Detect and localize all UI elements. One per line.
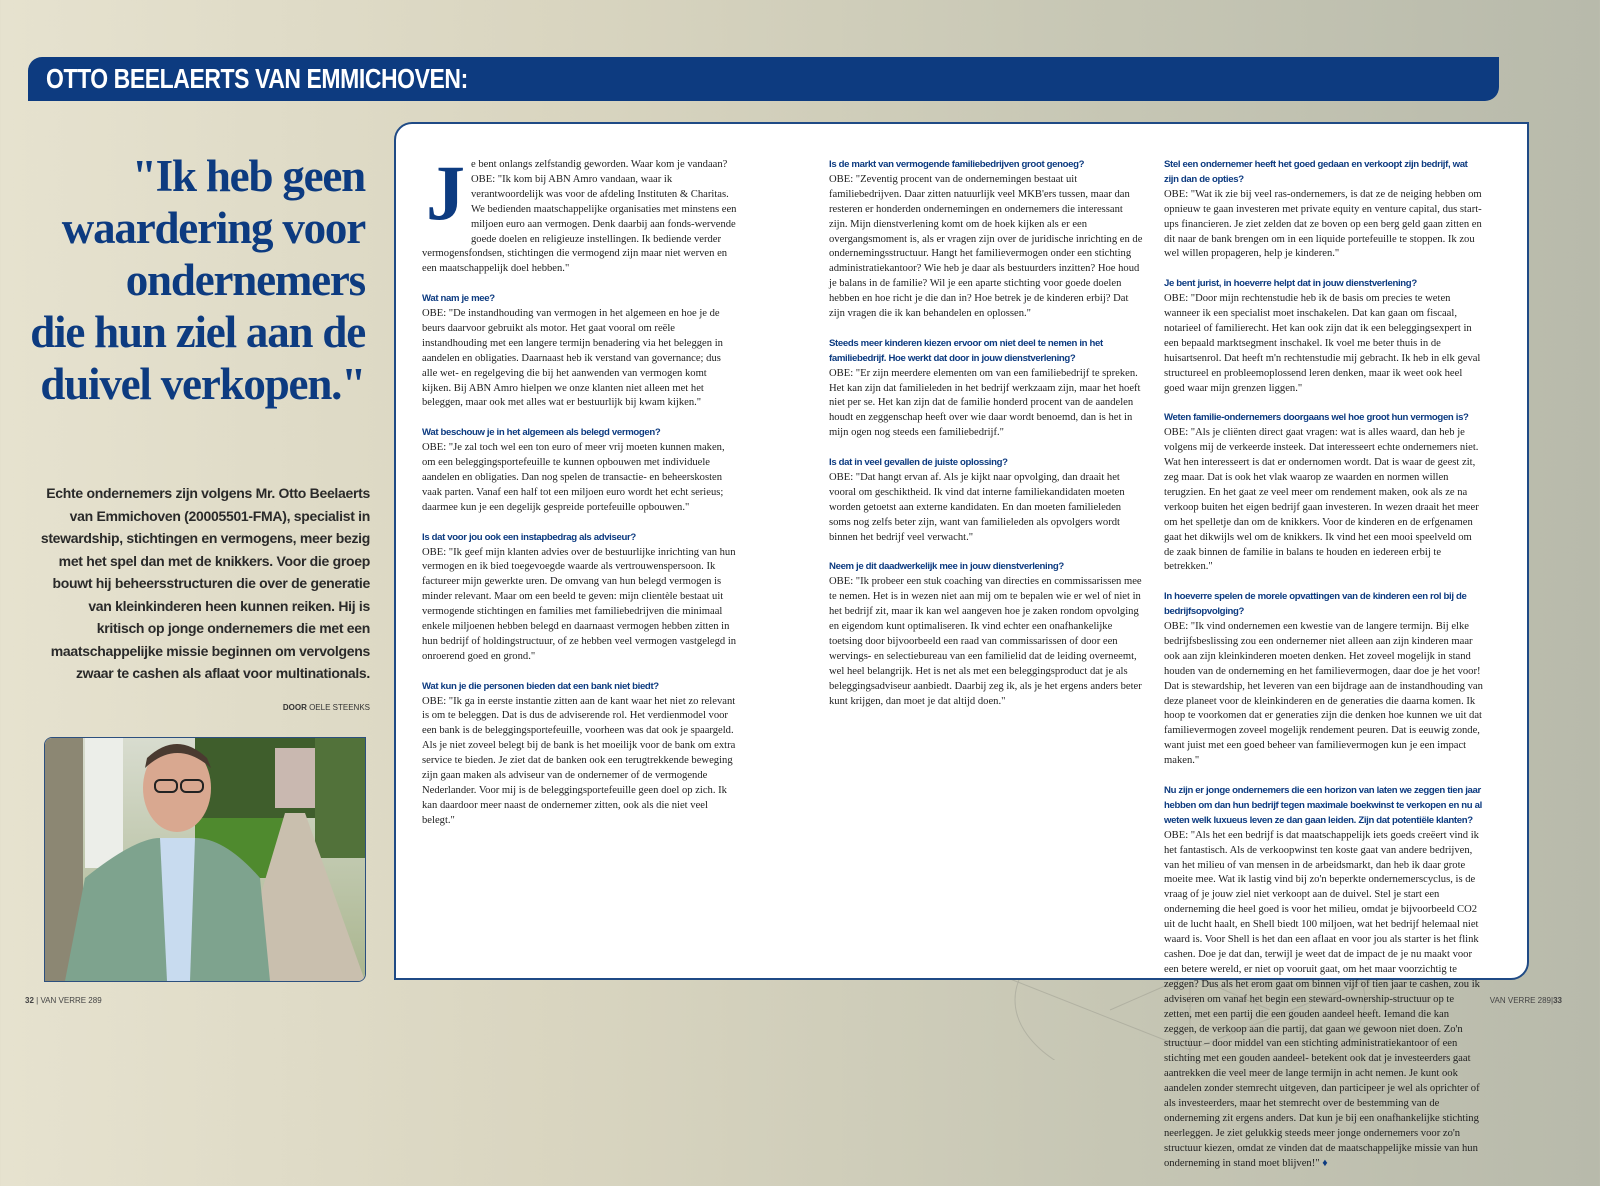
qa-block	[829, 560, 1144, 709]
page-number-left: 32	[25, 996, 34, 1005]
pull-quote-line: die hun ziel aan de	[30, 307, 365, 357]
answer-text: OBE: "Er zijn meerdere elementen om van een familiebedrijf te spreken. Het kan zijn dat familieleden in het bedrijf werkzaam zijn, maar het hoeft niet per se. Het kan zijn dat de familie honderd procent van de aandelen houdt en zeggenschap heeft over wie daar wordt benoemd, dan is het in mijn ogen nog steeds een familiebedrijf."	[829, 367, 1141, 439]
question-heading: Is de markt van vermogende familiebedrijven groot genoeg?	[829, 159, 1085, 170]
answer-text: OBE: "Door mijn rechtenstudie heb ik de basis om precies te weten wanneer ik een specialist moet inschakelen. Dat kan gaan om fiscaal, notarieel of familierecht. Het kan ook zijn dat ik een beleggingsexpert in een bepaald marktsegment inschakel. Ik voel me beter thuis in de huisartsenrol. Dat heeft m'n rechtenstudie mij gebracht. Ik heb in elk geval structureel en probleemoplossend leren denken, maar ik weet ook heel goed waar mijn grenzen liggen."	[1164, 293, 1481, 394]
byline-author: OELE STEENKS	[309, 703, 370, 712]
page-number-right: 33	[1553, 996, 1562, 1005]
answer-text: OBE: "Zeventig procent van de ondernemingen bestaat uit familiebedrijven. Daar zitten natuurlijk veel MKB'ers tussen, maar dan resteren er honderden ondernemingen en ondernemers die interessant zijn. Mijn dienstverlening komt om de hoek kijken als er een overgangsmoment is, als er vragen zijn over de juridische inrichting en de ondernemingsstructuur. Hangt het familievermogen onder een stichting administratiekantoor? Wie heb je daar als bestuurders inzitten? Hoe houd je balans in de familie? Wil je een aparte stichting voor goede doelen hebben en hoe richt je die dan in? Hoe betrek je de kinderen erbij? Dat zijn vragen die ik kan behandelen en oplossen."	[829, 173, 1143, 320]
folio-right	[1490, 996, 1562, 1005]
pull-quote-line: ondernemers	[125, 255, 365, 305]
article-opening	[422, 149, 737, 277]
intro-paragraph: Echte ondernemers zijn volgens Mr. Otto Beelaerts van Emmichoven (20005501-FMA), specialist in stewardship, stichtingen en vermogens, meer bezig met het spel dan met de knikkers. Voor die groep bouwt hij beheersstructuren die over de generatie van kleinkinderen heen kunnen reiken. Hij is kritisch op jonge ondernemers die met een maatschappelijke missie beginnen om vervolgens zwaar te cashen als aflaat voor multinationals.	[40, 485, 370, 681]
answer-text: OBE: "De instandhouding van vermogen in het algemeen en hoe je de beurs daarvoor gebruikt als motor. Het gaat vooral om reële instandhouding met een langere termijn benadering via het beleggen in aandelen en obligaties. Daarnaast heb ik verstand van governance; dus alle wet- en regelgeving die bij het aanwenden van vermogen komt kijken. Bij ABN Amro hielpen we onze klanten niet alleen met het beleggen, maar ook met alles wat er bestuurlijk bij kwam kijken."	[422, 308, 723, 409]
magazine-name-right: VAN VERRE 289|	[1489, 996, 1554, 1005]
qa-block	[422, 680, 737, 829]
answer-text: OBE: "Wat ik zie bij veel ras-ondernemers, is dat ze de neiging hebben om opnieuw te gaan investeren met private equity en venture capital, dus start-ups financieren. Je ziet zelden dat ze boven op een berg geld gaan zitten en dit naar de bank brengen om in een liquide portefeuille te stoppen. Ik zou wel willen propageren, help je kinderen."	[1164, 188, 1482, 260]
answer-text: OBE: "Als het een bedrijf is dat maatschappelijk iets goeds creëert vind ik het fantastisch. Als de verkoopwinst ten koste gaat van andere bedrijven, van het milieu of van mensen in de arbeidsmarkt, dan heb ik daar grote moeite mee. Wat ik lastig vind bij zo'n beperkte ondernemerscyclus, is de vraag of je jouw ziel niet verkoopt aan de duivel. Stel je start een onderneming die heel goed is voor het milieu, omdat je bijvoorbeeld CO2 uit de lucht haalt, en Shell biedt 100 miljoen, wat het bedrijf helemaal niet waard is. Voor Shell is het dan een aflaat en voor jou als starter is het flink cashen. Doe je dat dan, terwijl je weet dat de impact de je nu maakt voor een betere wereld, er niet op vooruit gaat, om het maar voorzichtig te zeggen? Dus als het erom gaat om binnen vijf of tien jaar te cashen, zou ik adviseren om vanaf het begin een steward-ownership-structuur op te zetten, met een partij die een gouden aandeel heeft. Iemand die kan zeggen, de verkoop aan die partij, dat gaan we gewoon niet doen. Zo'n structuur – door middel van een stichting administratiekantoor of een stichting met een gouden aandeel- betekent ook dat je investeerders gaat aantrekken die veel meer de lange termijn in acht nemen. Je kunt ook aandelen zonder stemrecht uitgeven, dan participeer je wel als oprichter of als investeerders, maar het stemrecht over de bestemming van de onderneming zit ergens anders. Dat kun je bij een onafhankelijke stichting neerleggen. Je ziet gelukkig steeds meer jonge ondernemers voor zo'n structuur kiezen, omdat ze vinden dat de maatschappelijke missie van hun onderneming in stand moet blijven!"	[1164, 829, 1480, 1169]
header-banner	[28, 57, 1499, 101]
answer-text: OBE: "Je zal toch wel een ton euro of meer vrij moeten kunnen maken, om een beleggingsportefeuille te kunnen opbouwen met individuele aandelen en obligaties. Dan nog spelen de transactie- en beheerskosten vaak parten. Vanaf een half tot een miljoen euro wordt het echt serieus; daarmee kun je een degelijk gespreide portefeuille opbouwen."	[422, 442, 725, 513]
pull-quote	[20, 150, 365, 410]
qa-block	[1164, 590, 1484, 769]
folio-left	[25, 996, 102, 1005]
page-title: OTTO BEELAERTS VAN EMMICHOVEN:	[46, 63, 468, 94]
qa-block	[422, 292, 737, 411]
qa-block	[422, 531, 737, 665]
question-heading: Je bent jurist, in hoeverre helpt dat in jouw dienstverlening?	[1164, 278, 1417, 290]
question-heading: In hoeverre spelen de morele opvattingen van de kinderen een rol bij de bedrijfsopvolging?	[1164, 591, 1467, 618]
pull-quote-line: duivel verkopen."	[40, 359, 365, 409]
question-heading: Steeds meer kinderen kiezen ervoor om niet deel te nemen in het familiebedrijf. Hoe werkt dat door in jouw dienstverlening?	[829, 337, 1103, 364]
answer-text: OBE: "Ik vind ondernemen een kwestie van de langere termijn. Bij elke bedrijfsbeslissing zou een ondernemer niet alleen aan zijn kinderen maar ook aan zijn kleinkinderen moeten denken. Het zoveel mogelijk in stand houden van de onderneming en het familievermogen, daar doe je het voor! Dat is stewardship, het leveren van een bijdrage aan de instandhouding van deze planeet voor de kleinkinderen en de generaties die daarna komen. Ik hoop te voorkomen dat er generaties zijn die denken hoe kunnen we uit dat familievermogen zoveel mogelijk rendement peuren. Dat is eeuwig zonde, want juist met een goed beheer van familievermogen kun je een impact maken."	[1164, 621, 1483, 767]
qa-block	[1164, 411, 1484, 575]
question-heading: Weten familie-ondernemers doorgaans wel hoe groot hun vermogen is?	[1164, 412, 1469, 424]
opening-answer: OBE: "Ik kom bij ABN Amro vandaan, waar ik verantwoordelijk was voor de afdeling Instituten & Charitas. We bedienden maatschappelijke organisaties met minstens een miljoen euro aan vermogen. Denk daarbij aan fonds-wervende goede doelen en religieuze instellingen. Ik bediende verder vermogensfondsen, stichtingen die vermogend zijn maar niet werven en een maatschappelijk doel hebben."	[422, 173, 737, 275]
opening-question: e bent onlangs zelfstandig geworden. Waar kom je vandaan?	[471, 159, 728, 170]
answer-text: OBE: "Ik ga in eerste instantie zitten aan de kant waar het niet zo relevant is om te beleggen. Dat is dus de adviserende rol. Het verdienmodel voor een bank is de beleggingsportefeuille, voorheen was dat ook je spaargeld. Als je niet zoveel belegt bij de bank is het moeilijk voor de bank om extra service te bieden. Je ziet dat de banken ook een terugtrekkende beweging zijn gaan maken als adviseur van de ondernemer of de vermogende Nederlander. Voor mij is de beleggingsportefeuille geen doel op zich. Ik kan daardoor meer naast de ondernemer zitten, ook als die niet veel belegt."	[422, 695, 736, 826]
qa-block	[829, 456, 1144, 545]
portrait-photo	[44, 737, 366, 982]
drop-cap: J	[426, 149, 465, 236]
byline	[283, 703, 370, 712]
question-heading: Is dat in veel gevallen de juiste oplossing?	[829, 457, 1008, 469]
question-heading: Stel een ondernemer heeft het goed gedaan en verkoopt zijn bedrijf, wat zijn dan de opties?	[1164, 159, 1468, 185]
answer-text: OBE: "Als je cliënten direct gaat vragen: wat is alles waard, dan heb je volgens mij de verkeerde insteek. Dat interesseert echte ondernemers niet. Wat hen interesseert is dat er ondernomen wordt. Dat is waar de geest zit, zeg maar. Dat is ook het vlak waarop ze waarden en normen willen terugzien. En het gaat ze veel meer om rendement maken, ook als ze na verkoop buiten het eigen bedrijf gaan investeren. In wezen draait het meer om het spelletje dan om de knikkers. Voor de kinderen en de erfgenamen gaat het dikwijls wel om de knikkers. Ik vind het een mooi speelveld om de zaak binnen de familie in balans te houden en iedereen erbij te betrekken."	[1164, 427, 1479, 573]
question-heading: Is dat voor jou ook een instapbedrag als adviseur?	[422, 531, 636, 543]
qa-block	[1164, 158, 1484, 262]
question-heading: Wat beschouw je in het algemeen als belegd vermogen?	[422, 427, 661, 439]
qa-block	[1164, 784, 1484, 1172]
qa-block	[1164, 277, 1484, 396]
answer-text: OBE: "Ik geef mijn klanten advies over de bestuurlijke inrichting van hun vermogen en ik bied toegevoegde waarde als vertrouwenspersoon. Ik factureer mijn gewerkte uren. De omvang van hun belegd vermogen is minder relevant. Maar om een beeld te geven: mijn clientèle bestaat uit vermogende stichtingen en families met familiebedrijven die minimaal enkele miljoenen hebben belegd en daarnaast vermogen hebben zitten in hun bedrijf of holdingstructuur, of ze hebben veel vermogen vastgelegd in onroerend goed en grond."	[422, 546, 737, 662]
article-column-3	[1164, 158, 1484, 1186]
answer-text: OBE: "Dat hangt ervan af. Als je kijkt naar opvolging, dan draait het vooral om geschiktheid. Ik vind dat interne familiekandidaten moeten worden getoetst aan externe kandidaten. En dan moeten familieleden soms nog zelfs beter zijn, want van familieleden als opvolgers wordt binnen het bedrijf veel verwacht."	[829, 472, 1125, 543]
answer-text: OBE: "Ik probeer een stuk coaching van directies en commissarissen mee te nemen. Het is in wezen niet aan mij om te bepalen wie er wel of niet in het bedrijf zit, maar ik kan wel aangeven hoe je zaken rondom opvolging en eigendom kunt optimaliseren. Ik vind echter een onafhankelijke toetsing door bijvoorbeeld een raad van commissarissen of door een wervings- en selectiebureau van een familielid dat de leiding overneemt, wel heel belangrijk. Het is net als met een beleggingsproduct dat je als beleggingsadviseur aanbiedt. Daarbij zeg ik, als je het ergens anders beter kunt krijgen, dan moet je dat altijd doen."	[829, 576, 1142, 707]
qa-block	[829, 158, 1144, 322]
portrait-photo-icon	[45, 738, 365, 981]
article-column-2	[829, 158, 1144, 724]
end-mark-icon: ♦	[1322, 1157, 1328, 1169]
question-heading: Nu zijn er jonge ondernemers die een horizon van laten we zeggen tien jaar hebben om dan hun bedrijf tegen maximale boekwinst te verkopen en nu al weten welk luxueus leven ze dan gaan leiden. Zijn dat potentiële klanten?	[1164, 785, 1482, 826]
qa-block	[422, 426, 737, 515]
byline-prefix: DOOR	[282, 703, 307, 712]
question-heading: Neem je dit daadwerkelijk mee in jouw dienstverlening?	[829, 561, 1064, 573]
pull-quote-line: "Ik heb geen	[131, 151, 365, 201]
pull-quote-line: waardering voor	[61, 203, 365, 253]
question-heading: Wat nam je mee?	[422, 293, 495, 305]
magazine-name-left: | VAN VERRE 289	[36, 996, 102, 1005]
article-column-1	[422, 149, 737, 844]
question-heading: Wat kun je die personen bieden dat een bank niet biedt?	[422, 680, 659, 692]
qa-block	[829, 337, 1144, 441]
